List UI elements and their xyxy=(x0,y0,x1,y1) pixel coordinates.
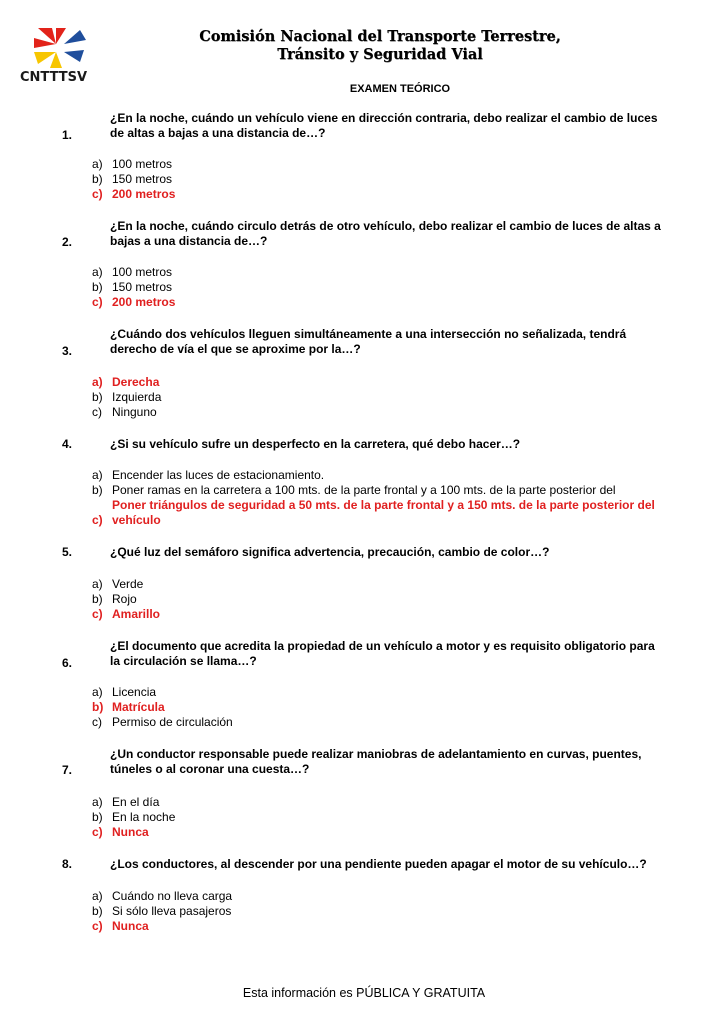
question-text: ¿En la noche, cuándo circulo detrás de otro vehículo, debo realizar el cambio de luces de altas a bajas a una distancia de…? xyxy=(110,219,661,248)
question-number: 7. xyxy=(62,763,73,777)
option-a: a) En el día xyxy=(92,795,160,809)
option-c-correct: c) Amarillo xyxy=(92,607,161,621)
option-b: b) Izquierda xyxy=(92,390,162,404)
cntttsv-logo xyxy=(20,26,100,96)
question-number: 2. xyxy=(62,235,73,249)
org-name-line-2: Tránsito y Seguridad Vial xyxy=(277,46,483,63)
option-a-correct: a) Derecha xyxy=(92,375,160,389)
option-c-correct: c) Poner triángulos de seguridad a 50 mts. de la parte frontal y a 150 mts. de la parte posterior del vehículo xyxy=(92,498,655,527)
option-b: b) Rojo xyxy=(92,592,137,606)
question-text: ¿Si su vehículo sufre un desperfecto en la carretera, qué debo hacer…? xyxy=(110,437,521,451)
option-c-correct: c) Nunca xyxy=(92,825,149,839)
question-number: 1. xyxy=(62,128,73,142)
option-c: c) Ninguno xyxy=(92,405,157,419)
option-b-correct: b) Matrícula xyxy=(92,700,165,714)
logo-emblem-icon xyxy=(20,26,100,70)
option-b: b) 150 metros xyxy=(92,172,173,186)
option-a: a) 100 metros xyxy=(92,157,173,171)
option-b: b) Poner ramas en la carretera a 100 mts. de la parte frontal y a 100 mts. de la parte posterior del xyxy=(92,483,616,497)
option-a: a) 100 metros xyxy=(92,265,173,279)
org-name-line-1: Comisión Nacional del Transporte Terrestre, xyxy=(199,28,561,45)
question-number: 3. xyxy=(62,344,73,358)
question-number: 4. xyxy=(62,437,73,451)
option-a: a) Cuándo no lleva carga xyxy=(92,889,233,903)
option-b: b) En la noche xyxy=(92,810,176,824)
question-text: ¿Qué luz del semáforo significa advertencia, precaución, cambio de color…? xyxy=(110,545,550,559)
question-number: 6. xyxy=(62,656,73,670)
option-c-correct: c) Nunca xyxy=(92,919,149,933)
question-number: 8. xyxy=(62,857,73,871)
question-text: ¿En la noche, cuándo un vehículo viene en dirección contraria, debo realizar el cambio de luces de altas a bajas a una distancia de…? xyxy=(110,111,658,140)
option-a: a) Verde xyxy=(92,577,144,591)
option-b: b) 150 metros xyxy=(92,280,173,294)
option-a: a) Encender las luces de estacionamiento. xyxy=(92,468,325,482)
question-text: ¿Un conductor responsable puede realizar maniobras de adelantamiento en curvas, puentes, túneles o al coronar una cuesta…? xyxy=(110,747,642,776)
question-text: ¿Los conductores, al descender por una pendiente pueden apagar el motor de su vehículo…? xyxy=(110,857,647,871)
option-c: c) Permiso de circulación xyxy=(92,715,233,729)
option-c-correct: c) 200 metros xyxy=(92,187,176,201)
question-number: 5. xyxy=(62,545,73,559)
option-c-correct: c) 200 metros xyxy=(92,295,176,309)
option-a: a) Licencia xyxy=(92,685,157,699)
question-text: ¿Cuándo dos vehículos lleguen simultáneamente a una intersección no señalizada, tendrá derecho de vía el que se aproxime por la…? xyxy=(110,327,627,356)
option-b: b) Si sólo lleva pasajeros xyxy=(92,904,232,918)
question-text: ¿El documento que acredita la propiedad de un vehículo a motor y es requisito obligatorio para la circulación se llama…? xyxy=(110,639,655,668)
footer-notice: Esta información es PÚBLICA Y GRATUITA xyxy=(242,986,486,1000)
logo-text: CNTTTSV xyxy=(20,70,88,85)
exam-title: EXAMEN TEÓRICO xyxy=(349,83,451,95)
